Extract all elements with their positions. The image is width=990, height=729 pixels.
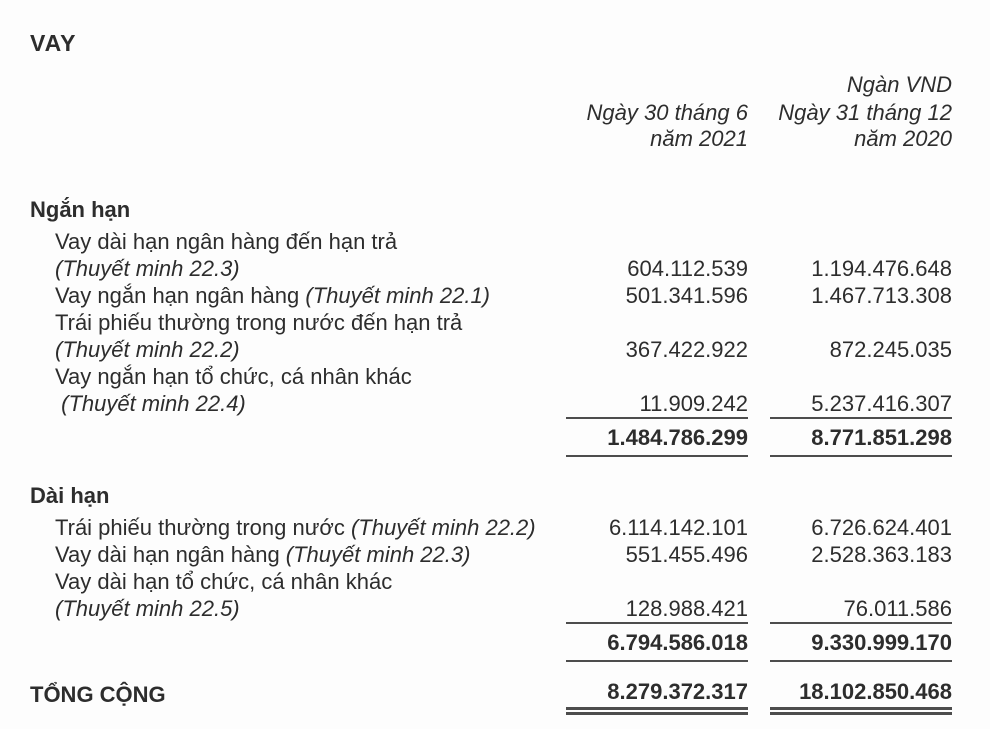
row-label-text: Trái phiếu thường trong nước (55, 515, 351, 540)
table-row (30, 514, 952, 541)
value-cell-prior: 6.726.624.401 (811, 515, 952, 540)
table-row (30, 541, 952, 568)
subtotal-value-current: 1.484.786.299 (566, 423, 748, 457)
row-note: (Thuyết minh 22.1) (305, 283, 491, 308)
value-cell-prior: 1.194.476.648 (811, 256, 952, 281)
subtotal-value-prior: 9.330.999.170 (770, 628, 952, 662)
table-row (30, 228, 952, 282)
loan-section-1 (30, 482, 952, 662)
subtotal-row (30, 628, 952, 662)
row-label-text: Vay ngắn hạn tổ chức, cá nhân khác (55, 364, 412, 389)
loan-section-0 (30, 196, 952, 457)
table-row (30, 309, 952, 363)
row-label (30, 282, 566, 309)
grand-total-label: TỔNG CỘNG (30, 682, 166, 707)
value-cell-current: 604.112.539 (627, 256, 748, 281)
row-note: (Thuyết minh 22.2) (350, 515, 536, 540)
table-row (30, 282, 952, 309)
value-cell-current: 367.422.922 (625, 337, 748, 362)
loan-sections (30, 196, 952, 662)
value-cell-prior: 1.467.713.308 (811, 283, 952, 308)
row-note: (Thuyết minh 22.3) (55, 256, 240, 281)
row-label-text: Vay dài hạn tổ chức, cá nhân khác (55, 569, 393, 594)
value-cell-current: 6.114.142.101 (608, 515, 748, 540)
value-cell-current: 501.341.596 (625, 283, 748, 308)
row-label-text: Vay dài hạn ngân hàng đến hạn trả (55, 229, 398, 254)
column-header-current-line2: năm 2021 (650, 126, 748, 151)
row-note: (Thuyết minh 22.5) (55, 596, 240, 621)
row-label-text: Trái phiếu thường trong nước đến hạn trả (55, 310, 463, 335)
subtotal-row (30, 423, 952, 457)
column-header-current-period (566, 100, 748, 152)
value-cell-prior: 5.237.416.307 (770, 390, 952, 419)
value-cell-current: 551.455.496 (625, 542, 748, 567)
grand-total-value-current: 8.279.372.317 (566, 678, 748, 715)
row-label (30, 568, 566, 624)
section-heading: Ngắn hạn (30, 197, 131, 222)
row-label-text: Vay ngắn hạn ngân hàng (55, 283, 306, 308)
row-label (30, 228, 566, 282)
value-cell-prior: 76.011.586 (770, 595, 952, 624)
table-row (30, 568, 952, 624)
row-label (30, 363, 566, 419)
page-title: VAY (30, 30, 77, 56)
value-cell-current: 11.909.242 (566, 390, 748, 419)
value-cell-prior: 872.245.035 (829, 337, 952, 362)
row-label (30, 514, 566, 541)
value-cell-prior: 2.528.363.183 (811, 542, 952, 567)
row-label (30, 541, 566, 568)
column-header-current-line1: Ngày 30 tháng 6 (586, 100, 748, 125)
row-note: (Thuyết minh 22.2) (55, 337, 240, 362)
subtotal-value-prior: 8.771.851.298 (770, 423, 952, 457)
row-note: (Thuyết minh 22.4) (55, 391, 246, 416)
table-row (30, 363, 952, 419)
currency-unit-note: Ngàn VND (846, 72, 952, 97)
column-header-prior-line2: năm 2020 (854, 126, 952, 151)
subtotal-value-current: 6.794.586.018 (566, 628, 748, 662)
column-header-prior-line1: Ngày 31 tháng 12 (778, 100, 952, 125)
row-label-text: Vay dài hạn ngân hàng (55, 542, 286, 567)
value-cell-current: 128.988.421 (566, 595, 748, 624)
grand-total-row (30, 678, 952, 715)
column-headers (30, 100, 952, 152)
column-header-spacer (30, 100, 566, 152)
column-header-prior-period (770, 100, 952, 152)
grand-total-value-prior: 18.102.850.468 (770, 678, 952, 715)
row-note: (Thuyết minh 22.3) (285, 542, 471, 567)
row-label (30, 309, 566, 363)
section-heading: Dài hạn (30, 483, 110, 508)
